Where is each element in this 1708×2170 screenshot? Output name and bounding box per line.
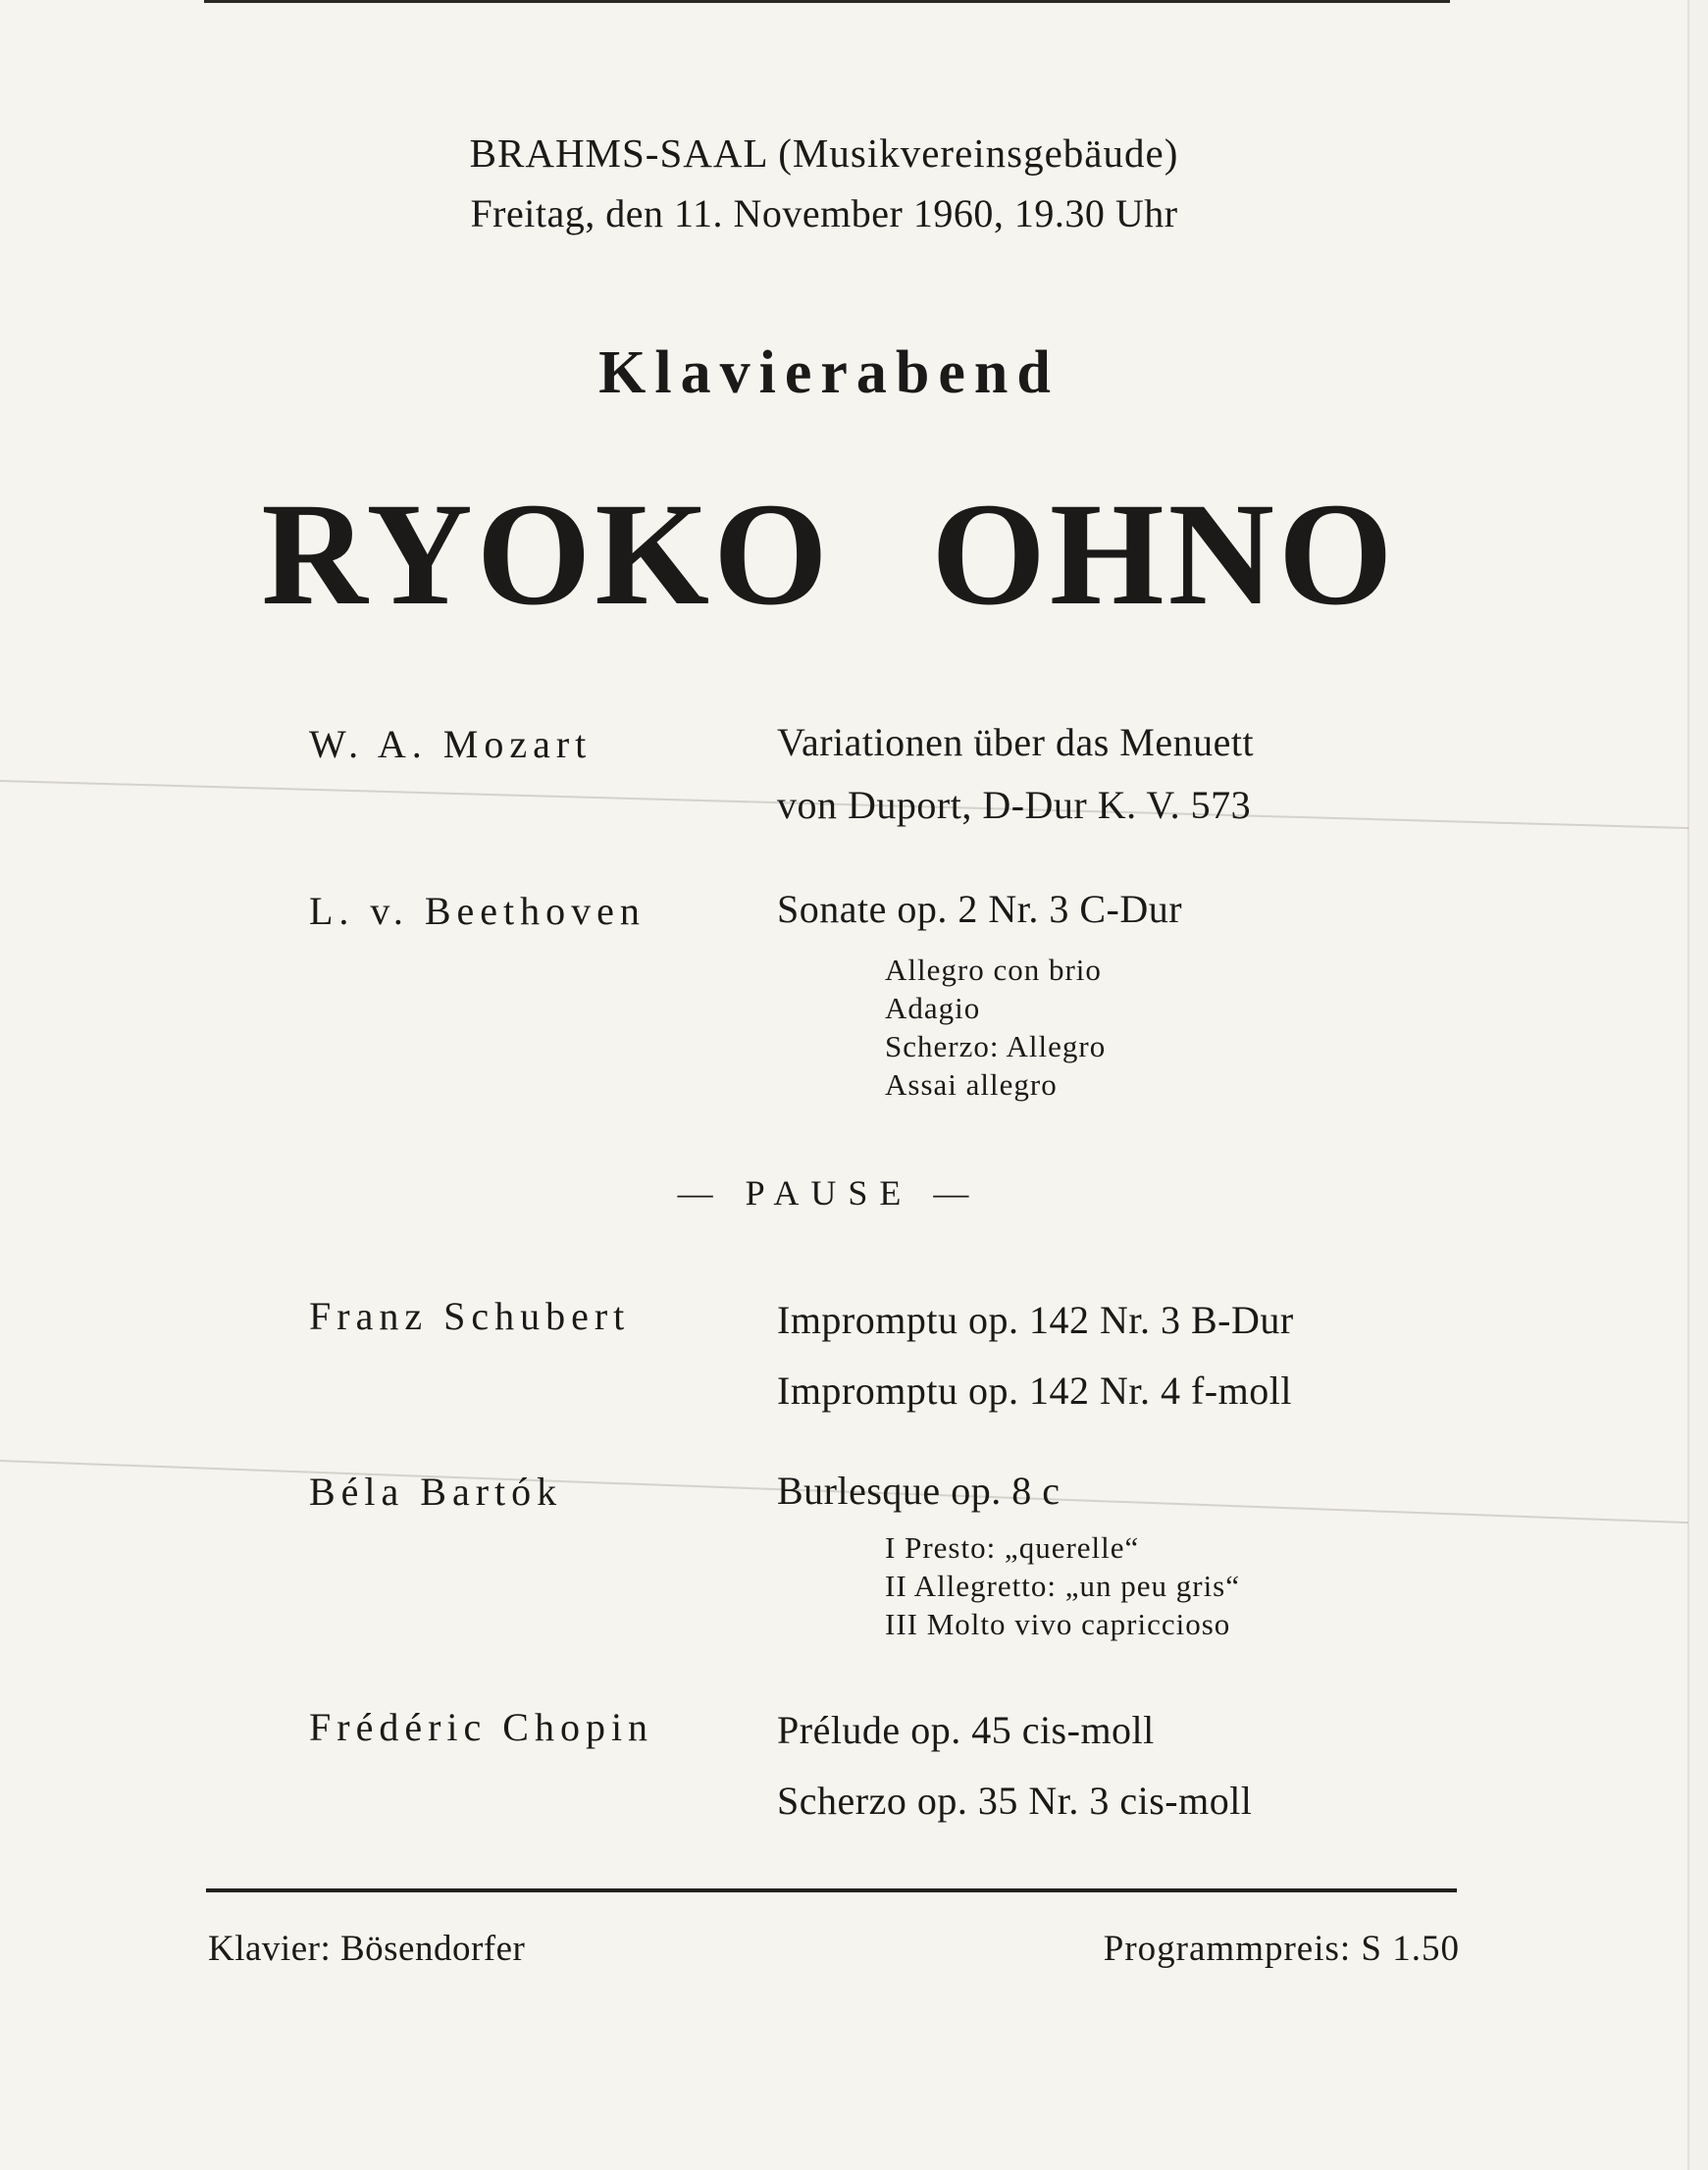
movement-list: [885, 951, 1106, 1104]
movement-item: III Molto vivo capriccioso: [885, 1607, 1231, 1641]
work-list: [777, 711, 1254, 837]
composer-name: Frédéric Chopin: [309, 1705, 654, 1749]
work-title: Burlesque op. 8 c: [777, 1469, 1061, 1513]
movement-item: Scherzo: Allegro: [885, 1029, 1107, 1063]
work-list: [777, 1460, 1060, 1523]
movement-list: [885, 1528, 1240, 1643]
movement-item: Assai allegro: [885, 1067, 1058, 1102]
work-title: Impromptu op. 142 Nr. 4 f-moll: [777, 1369, 1292, 1413]
piano-credit: Klavier: Bösendorfer: [208, 1929, 526, 1969]
work-title: Scherzo op. 35 Nr. 3 cis-moll: [777, 1779, 1253, 1823]
work-title: Impromptu op. 142 Nr. 3 B-Dur: [777, 1298, 1294, 1342]
bottom-rule: [206, 1888, 1457, 1892]
composer-name: W. A. Mozart: [309, 722, 593, 766]
work-title: Variationen über das Menuett: [777, 720, 1255, 764]
work-title: von Duport, D-Dur K. V. 573: [777, 783, 1252, 827]
venue-line: BRAHMS-SAAL (Musikvereinsgebäude): [469, 130, 1179, 176]
event-subtitle: Klavierabend: [598, 339, 1060, 406]
composer-name: L. v. Beethoven: [309, 889, 646, 933]
date-line: Freitag, den 11. November 1960, 19.30 Uhr: [470, 191, 1178, 235]
intermission-label: — PAUSE —: [677, 1173, 981, 1213]
composer-name: Béla Bartók: [309, 1470, 563, 1514]
work-title: Prélude op. 45 cis-moll: [777, 1708, 1155, 1752]
movement-item: II Allegretto: „un peu gris“: [885, 1569, 1241, 1603]
top-rule: [204, 0, 1450, 3]
artist-name: RYOKO OHNO: [261, 473, 1397, 636]
composer-name: Franz Schubert: [309, 1294, 631, 1338]
venue-block: [0, 123, 1648, 244]
movement-item: Allegro con brio: [885, 953, 1102, 987]
work-list: [777, 878, 1182, 941]
movement-item: I Presto: „querelle“: [885, 1530, 1140, 1565]
program-price: Programmpreis: S 1.50: [1103, 1929, 1460, 1969]
work-list: [777, 1285, 1294, 1426]
work-title: Sonate op. 2 Nr. 3 C-Dur: [777, 887, 1183, 931]
movement-item: Adagio: [885, 991, 981, 1025]
work-list: [777, 1695, 1252, 1836]
